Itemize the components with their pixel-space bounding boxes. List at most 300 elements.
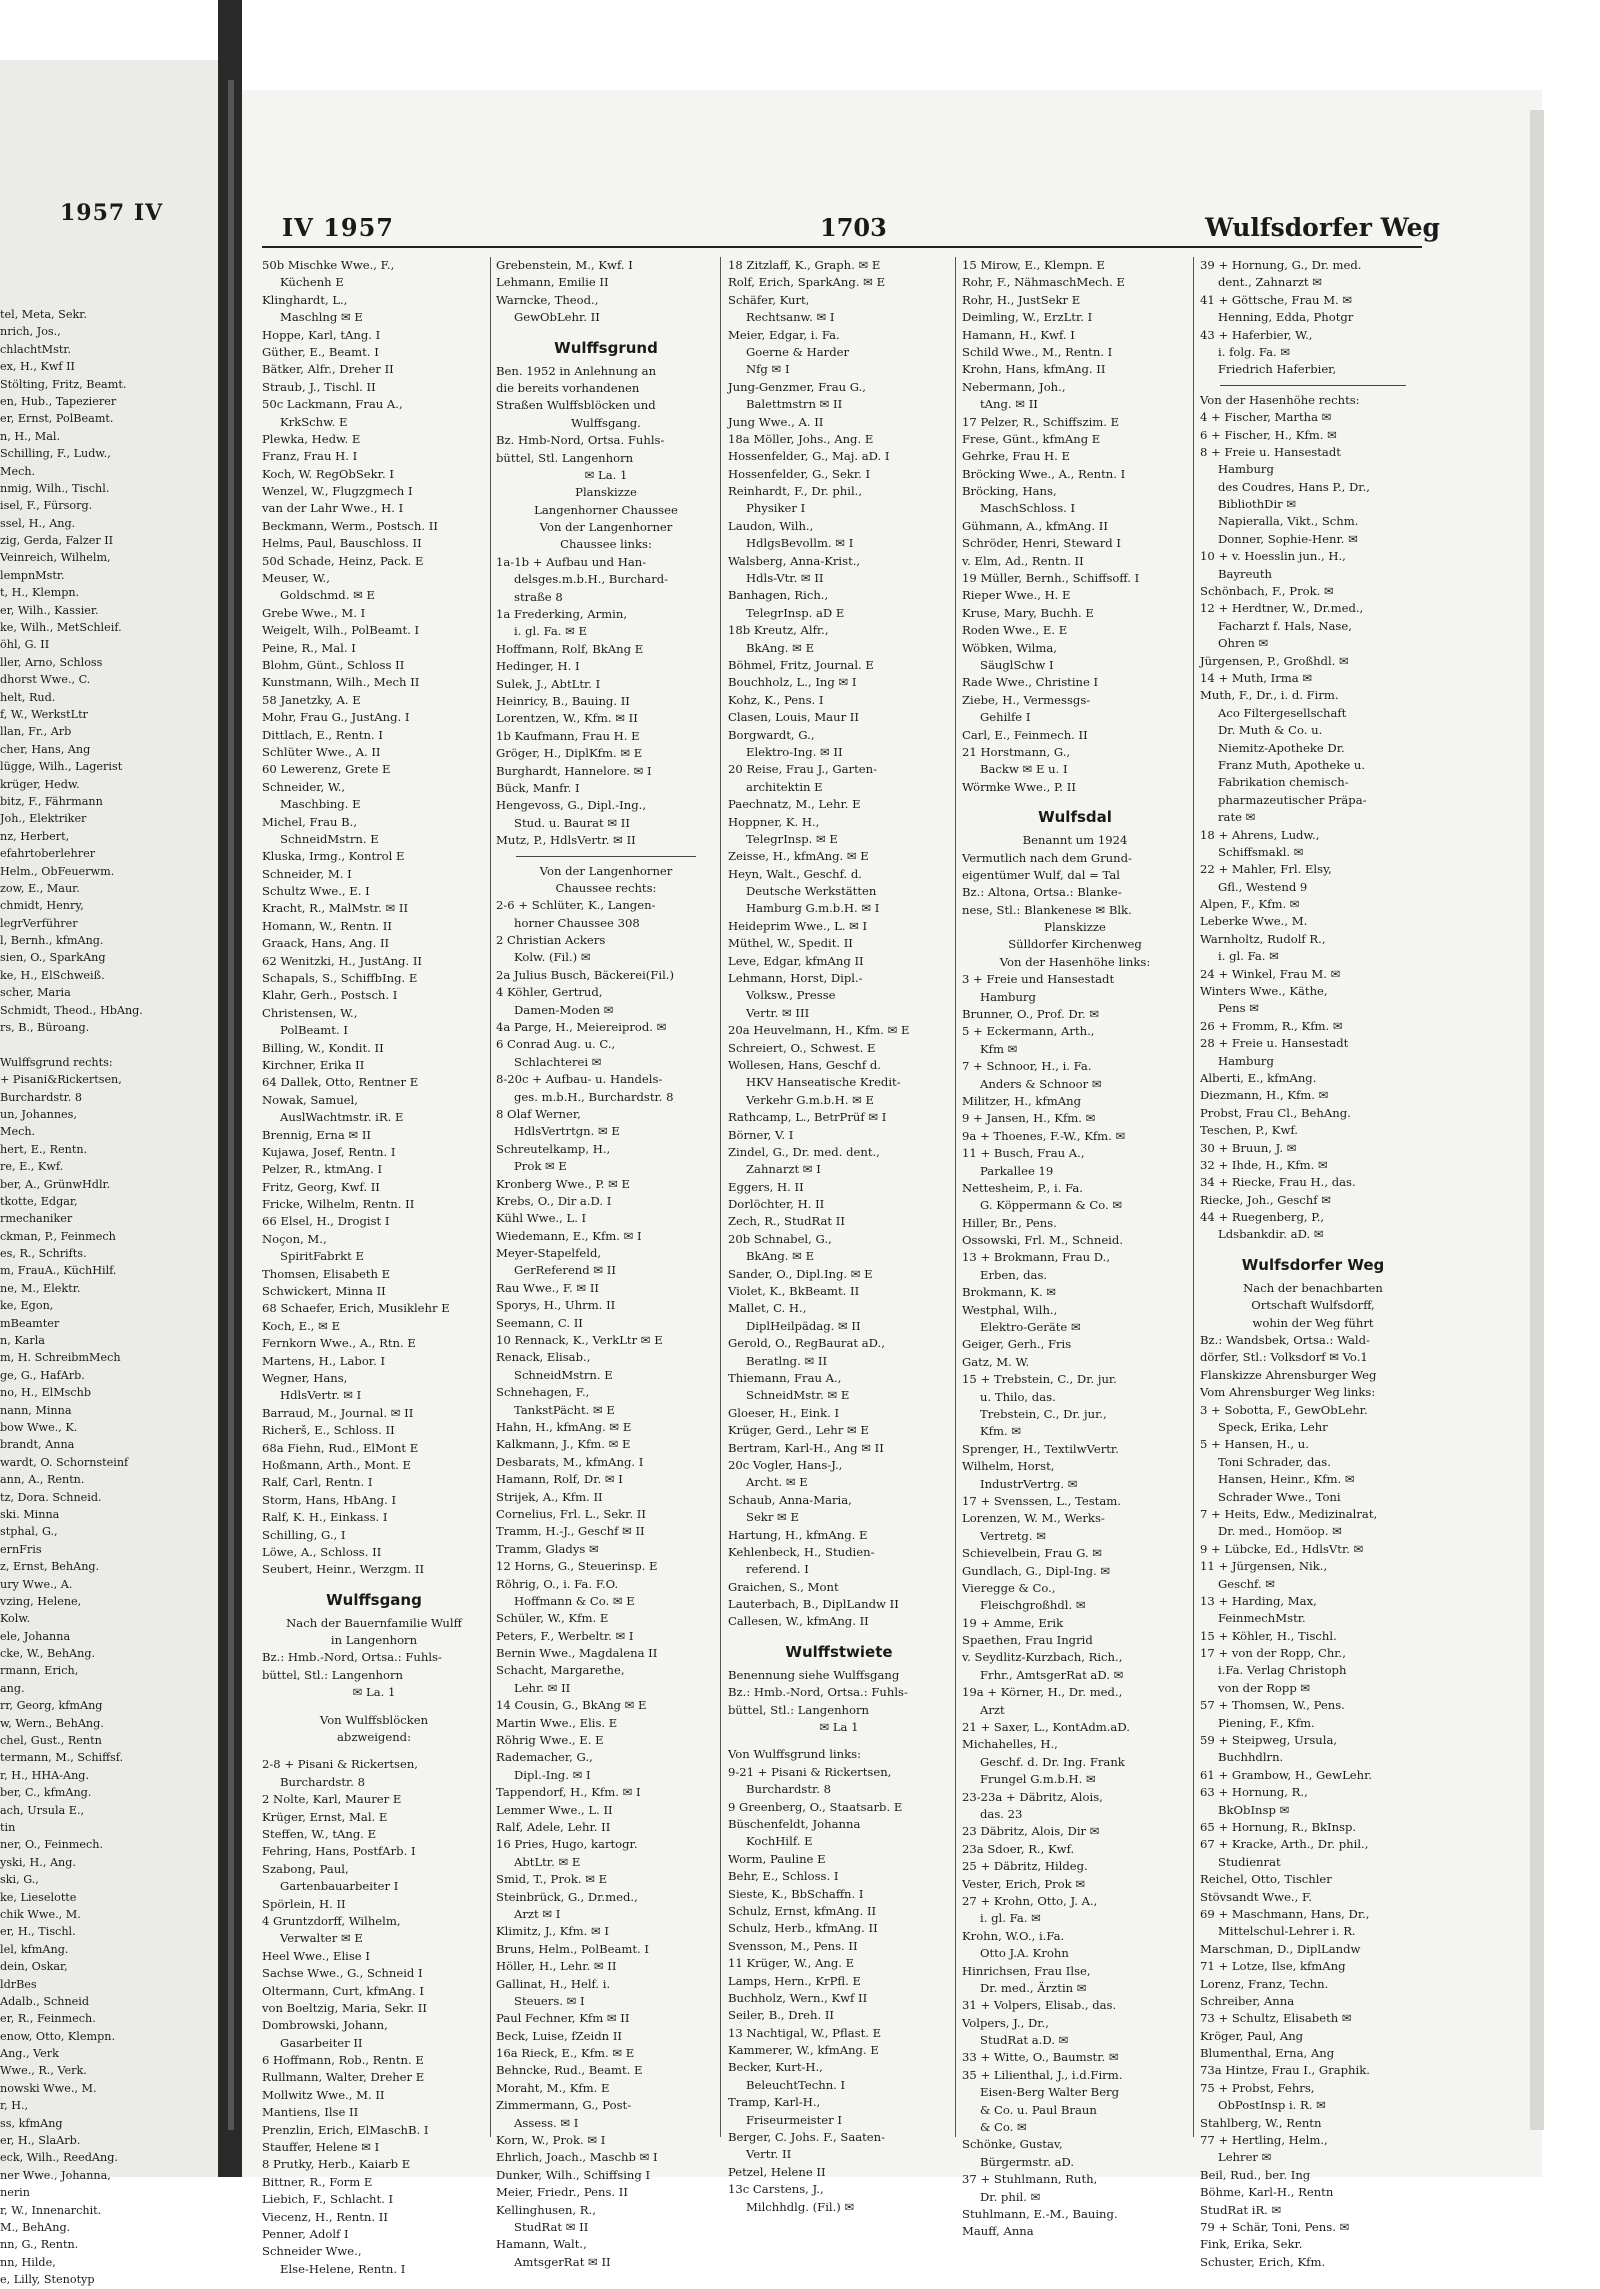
directory-entry: 23 Däbritz, Alois, Dir ✉ [962,1824,1100,1839]
directory-entry: des Coudres, Hans P., Dr., [1218,479,1370,494]
directory-entry: Balettmstrn ✉ II [746,397,843,412]
spacer [262,1746,486,1756]
directory-entry: Meuser, W., [262,571,330,586]
directory-entry: Schnehagen, F., [496,1385,590,1400]
directory-entry: 5 + Hansen, H., u. [1200,1437,1309,1452]
directory-entry: Kröger, Paul, Ang [1200,2028,1304,2043]
street-note: Nach der Bauernfamilie Wulff [286,1615,462,1630]
directory-entry: 58 Janetzky, A. E [262,692,361,707]
left-page-entry: re, E., Kwf. [0,1160,64,1174]
directory-entry: 34 + Riecke, Frau H., das. [1200,1175,1356,1190]
directory-entry: Niemitz-Apotheke Dr. [1218,740,1345,755]
directory-entry: u. Thilo, das. [980,1389,1056,1404]
left-page-entry: ke, Wilh., MetSchleif. [0,621,122,635]
left-page-entry: ury Wwe., A. [0,1577,73,1591]
left-page-entry: vzing, Helene, [0,1594,82,1608]
left-page-entry: brandt, Anna [0,1438,75,1452]
directory-entry: Wiedemann, E., Kfm. ✉ I [496,1228,642,1243]
street-note: Wulffsgang. [571,415,641,430]
directory-entry: Vermutlich nach dem Grund- [962,850,1132,865]
directory-entry: TankstPächt. ✉ E [514,1402,615,1417]
directory-entry: nese, Stl.: Blankenese ✉ Blk. [962,902,1132,917]
directory-entry: Büschenfeldt, Johanna [728,1816,861,1831]
directory-entry: 12 Horns, G., Steuerinsp. E [496,1559,658,1574]
left-page-entry: ski, G., [0,1873,39,1887]
directory-entry: Martens, H., Labor. I [262,1353,386,1368]
directory-entry: AbtLtr. ✉ E [514,1854,581,1869]
directory-entry: Schwickert, Minna II [262,1284,386,1299]
directory-entry: 11 + Busch, Frau A., [962,1146,1085,1161]
directory-entry: Kühl Wwe., L. I [496,1211,587,1226]
directory-entry: Napieralla, Vikt., Schm. [1218,514,1359,529]
directory-entry: 2-8 + Pisani & Rickertsen, [262,1757,418,1772]
left-page-entry: hert, E., Rentn. [0,1142,88,1156]
directory-entry: Güther, E., Beamt. I [262,344,379,359]
directory-entry: HdlsVertrtgn. ✉ E [514,1124,620,1139]
left-page-entry: Mech. [0,1125,36,1139]
directory-entry: Berger, C. Johs. F., Saaten- [728,2130,886,2145]
street-heading: Wulffsgang [326,1590,422,1609]
directory-entry: Erben, das. [980,1267,1048,1282]
directory-entry: Grebenstein, M., Kwf. I [496,258,633,272]
left-page-entry: ach, Ursula E., [0,1803,85,1817]
directory-entry: Dittlach, E., Rentn. I [262,727,383,742]
left-page-entry: Helm., ObFeuerwm. [0,864,115,878]
directory-entry: Aco Filtergesellschaft [1218,705,1347,720]
directory-entry: Gerold, O., RegBaurat aD., [728,1336,885,1351]
directory-entry: 18 Zitzlaff, K., Graph. ✉ E [728,258,881,272]
directory-entry: Teschen, P., Kwf. [1200,1123,1298,1138]
directory-entry: Hamann, H., Kwf. I [962,327,1075,342]
left-page-entry: er, H., SlaArb. [0,2134,81,2148]
directory-entry: Wenzel, W., Flugzgmech I [262,484,413,499]
directory-entry: Cornelius, Frl. L., Sekr. II [496,1506,646,1521]
directory-entry: Fritz, Georg, Kwf. II [262,1179,380,1194]
directory-entry: Warnholtz, Rudolf R., [1200,931,1326,946]
directory-entry: i. gl. Fa. ✉ [980,1911,1041,1926]
directory-entry: IndustrVertrg. ✉ [980,1476,1078,1491]
left-page-entry: m, H. SchreibmMech [0,1351,121,1365]
left-page-entry: ssel, H., Ang. [0,516,76,530]
street-note: ✉ La 1 [819,1720,859,1735]
directory-entry: Winters Wwe., Käthe, [1200,984,1328,999]
directory-entry: Schuster, Erich, Kfm. [1200,2254,1326,2269]
directory-entry: Hamann, Rolf, Dr. ✉ I [496,1472,623,1487]
directory-entry: Szabong, Paul, [262,1861,349,1876]
directory-entry: Börner, V. I [728,1127,794,1142]
directory-entry: 68 Schaefer, Erich, Musiklehr E [262,1301,450,1316]
directory-entry: Hahn, H., kfmAng. ✉ E [496,1420,632,1434]
directory-entry: Pelzer, R., ktmAng. I [262,1162,383,1177]
directory-entry: Graack, Hans, Ang. II [262,936,390,951]
directory-entry: Volpers, J., Dr., [962,2015,1049,2030]
directory-entry: die bereits vorhandenen [496,380,640,395]
directory-entry: 24 + Winkel, Frau M. ✉ [1200,966,1341,981]
directory-entry: HdlgsBevollm. ✉ I [746,536,854,551]
left-page-entry: ang. [0,1681,25,1695]
directory-entry: von Boeltzig, Maria, Sekr. II [262,2000,427,2015]
directory-entry: dent., Zahnarzt ✉ [1218,275,1322,290]
directory-entry: Schüler, W., Kfm. E [496,1611,609,1626]
left-page-entry: chik Wwe., M. [0,1907,81,1921]
directory-entry: Burchardstr. 8 [746,1782,831,1797]
directory-entry: TelegrInsp. aD E [746,605,845,620]
directory-entry: Franz Muth, Apotheke u. [1218,757,1366,772]
directory-entry: Marschman, D., DiplLandw [1200,1941,1361,1956]
left-page-entry: dein, Oskar, [0,1960,68,1974]
directory-entry: Sachse Wwe., G., Schneid I [262,1966,423,1981]
directory-entry: Hengevoss, G., Dipl.-Ing., [496,798,646,813]
left-page-entry: er, Wilh., Kassier. [0,603,99,617]
directory-entry: 13c Carstens, J., [728,2182,824,2197]
directory-entry: Hartung, H., kfmAng. E [728,1527,868,1542]
directory-entry: 17 + Svenssen, L., Testam. [962,1493,1121,1508]
left-page-entry: bitz, F., Fährmann [0,794,103,808]
directory-entry: Ldsbankdir. aD. ✉ [1218,1227,1324,1242]
street-note: Von der Hasenhöhe links: [999,954,1151,969]
directory-entry: i.Fa. Verlag Christoph [1218,1663,1347,1678]
directory-entry: Burghardt, Hannelore. ✉ I [496,763,652,778]
directory-entry: Gartenbauarbeiter I [280,1879,399,1894]
directory-entry: 1a Frederking, Armin, [496,607,628,622]
directory-entry: KrkSchw. E [280,414,348,429]
directory-entry: Flanskizze Ahrensburger Weg [1200,1367,1377,1382]
directory-entry: Warncke, Theod., [496,292,599,307]
directory-entry: Bröcking Wwe., A., Rentn. I [962,466,1126,481]
street-heading: Wulfsdorfer Weg [1241,1255,1385,1274]
left-page-entry: er, H., Tischl. [0,1925,76,1939]
directory-entry: Militzer, H., kfmAng [962,1093,1081,1108]
directory-entry: 62 Wenitzki, H., JustAng. II [262,953,422,968]
directory-entry: pharmazeutischer Präpa- [1218,792,1367,807]
directory-entry: Physiker I [746,501,806,516]
directory-entry: 9 + Lübcke, Ed., HdlsVtr. ✉ [1200,1541,1364,1556]
directory-entry: Wöbken, Wilma, [962,640,1057,655]
directory-entry: 43 + Haferbier, W., [1200,327,1313,342]
left-page-entry: nerin [0,2186,30,2200]
directory-entry: 73 + Schultz, Elisabeth ✉ [1200,2011,1352,2026]
street-note: in Langenhorn [330,1633,418,1648]
left-page-entry: t, H., Klempn. [0,586,80,600]
directory-entry: Leve, Edgar, kfmAng II [728,953,864,968]
directory-entry: 73a Hintze, Frau I., Graphik. [1200,2063,1370,2078]
left-page-entry: rr, Georg, kfmAng [0,1699,103,1713]
directory-entry: Schultz Wwe., E. I [262,884,370,899]
directory-entry: Lehmann, Emilie II [496,275,609,290]
directory-entry: Meyer-Stapelfeld, [496,1246,602,1261]
directory-entry: Rohr, F., NähmaschMech. E [962,275,1125,290]
left-page-entry: + Pisani&Rickertsen, [0,1073,122,1087]
directory-entry: Schreutelkamp, H., [496,1141,611,1156]
directory-entry: Schäfer, Kurt, [728,292,810,307]
directory-entry: Schönbach, F., Prok. ✉ [1200,584,1334,599]
directory-entry: Bürgermstr. aD. [980,2154,1075,2169]
directory-entry: 13 + Brokmann, Frau D., [962,1250,1111,1265]
left-page-entry: ber, C., kfmAng. [0,1786,92,1800]
directory-entry: 69 + Maschmann, Hans, Dr., [1200,1906,1370,1921]
directory-entry: Goerne & Harder [746,344,850,359]
directory-entry: Gasarbeiter II [280,2035,363,2050]
directory-entry: 4 Gruntzdorff, Wilhelm, [262,1913,401,1928]
directory-entry: Alpen, F., Kfm. ✉ [1200,897,1300,912]
directory-entry: Rieper Wwe., H. E [962,588,1071,603]
directory-entry: Wörmke Wwe., P. II [962,779,1076,794]
directory-entry: Hiller, Br., Pens. [962,1215,1057,1230]
directory-entry: Schiffsmakl. ✉ [1218,844,1304,859]
directory-entry: Sander, O., Dipl.Ing. ✉ E [728,1266,873,1281]
left-page-entry [0,1036,160,1053]
directory-entry: Probst, Frau Cl., BehAng. [1200,1105,1351,1120]
directory-entry: 9 + Jansen, H., Kfm. ✉ [962,1111,1096,1126]
directory-entry: StudRat a.D. ✉ [980,2033,1069,2048]
directory-entry: Koch, W. RegObSekr. I [262,466,394,481]
street-note: Langenhorner Chaussee [534,502,678,517]
left-page-entry: helt, Rud. [0,690,56,704]
directory-entry: Bz. Hmb-Nord, Ortsa. Fuhls- [496,433,665,448]
directory-entry: Meier, Edgar, i. Fa. [728,327,840,342]
directory-entry: 20 Reise, Frau J., Garten- [728,762,877,777]
directory-entry: referend. I [746,1562,809,1577]
directory-entry: 66 Elsel, H., Drogist I [262,1214,390,1229]
directory-entry: eigentümer Wulf, dal = Tal [962,867,1120,882]
directory-entry: Sekr ✉ E [746,1510,799,1525]
directory-entry: v. Elm, Ad., Rentn. II [962,553,1084,568]
directory-entry: 19a + Körner, H., Dr. med., [962,1685,1123,1700]
directory-entry: FeinmechMstr. [1218,1611,1306,1626]
left-page-entry: Veinreich, Wilhelm, [0,551,111,565]
directory-entry: Lorentzen, W., Kfm. ✉ II [496,711,638,726]
directory-entry: Buchhdlrn. [1218,1750,1284,1765]
directory-entry: Dr. med., Ärztin ✉ [980,1980,1087,1995]
directory-entry: Deutsche Werkstätten [746,884,877,899]
directory-entry: 15 Mirow, E., Klempn. E [962,258,1105,272]
directory-entry: Beckmann, Werm., Postsch. II [262,518,438,533]
header-rule [262,246,1422,248]
directory-entry: Ehrlich, Joach., Maschb ✉ I [496,2150,658,2165]
directory-entry: 20c Vogler, Hans-J., [728,1457,843,1472]
directory-entry: Paul Fechner, Kfm ✉ II [496,2011,630,2026]
directory-entry: DiplHeilpädag. ✉ II [746,1318,861,1333]
left-page [0,60,218,2287]
directory-entry: Fernkorn Wwe., A., Rtn. E [262,1336,416,1351]
directory-entry: Paechnatz, M., Lehr. E [728,797,861,812]
directory-entry: Frhr., AmtsgerRat aD. ✉ [980,1667,1124,1682]
directory-entry: SchneidMstrn. E [514,1367,613,1382]
directory-entry: 44 + Ruegenberg, P., [1200,1210,1325,1225]
directory-entry: 1b Kaufmann, Frau H. E [496,728,640,743]
left-page-entry: rmechaniker [0,1212,73,1226]
directory-entry: Else-Helene, Rentn. I [280,2261,406,2276]
directory-entry: Nettesheim, P., i. Fa. [962,1180,1083,1195]
left-page-entry: ke, H., ElSchweiß. [0,968,105,982]
left-page-entry: tin [0,1820,16,1834]
directory-entry: Brunner, O., Prof. Dr. ✉ [962,1007,1100,1022]
directory-entry: Rolf, Erich, SparkAng. ✉ E [728,275,886,290]
directory-entry: Beck, Luise, fZeidn II [496,2028,622,2043]
directory-entry: 26 + Fromm, R., Kfm. ✉ [1200,1018,1343,1033]
directory-entry: Facharzt f. Hals, Nase, [1218,618,1352,633]
directory-entry: 20b Schnabel, G., [728,1231,832,1246]
left-page-entry: e, Lilly, Stenotyp [0,2273,95,2287]
directory-entry: Clasen, Louis, Maur II [728,710,859,725]
directory-entry: das. 23 [980,1806,1023,1821]
directory-entry: 50b Mischke Wwe., F., [262,258,395,272]
left-page-entry: efahrtoberlehrer [0,847,96,861]
left-page-entry: ner Wwe., Johanna, [0,2168,111,2182]
directory-entry: Sulek, J., AbtLtr. I [496,676,601,691]
directory-entry: 21 + Saxer, L., KontAdm.aD. [962,1720,1130,1735]
page-header-volume: IV 1957 [282,213,394,242]
directory-entry: Otto J.A. Krohn [980,1946,1069,1961]
directory-entry: Gundlach, G., Dipl-Ing. ✉ [962,1563,1111,1578]
street-note: Sülldorfer Kirchenweg [1008,937,1142,952]
directory-entry: Rathcamp, L., BetrPrüf ✉ I [728,1110,887,1125]
left-page-entry: ldrBes [0,1977,37,1991]
directory-entry: Roden Wwe., E. E [962,623,1068,638]
directory-entry: StudRat iR. ✉ [1200,2202,1282,2217]
directory-entry: Piening, F., Kfm. [1218,1715,1315,1730]
directory-entry: Lemmer Wwe., L. II [496,1802,613,1817]
directory-entry: 61 + Grambow, H., GewLehr. [1200,1767,1373,1782]
directory-entry: 39 + Hornung, G., Dr. med. [1200,258,1362,272]
directory-entry: Zimmermann, G., Post- [496,2098,632,2113]
directory-column-1 [262,257,486,2278]
left-page-entry: lügge, Wilh., Lagerist [0,760,123,774]
directory-entry: Maschbing. E [280,797,361,812]
directory-entry: Studienrat [1218,1854,1281,1869]
directory-entry: Bätker, Alfr., Dreher II [262,362,394,377]
directory-entry: GewObLehr. II [514,310,600,325]
directory-entry: Hossenfelder, G., Sekr. I [728,466,871,481]
directory-entry: Hoppner, K. H., [728,814,820,829]
directory-entry: Michel, Frau B., [262,814,358,829]
directory-entry: Worm, Pauline E [728,1851,826,1866]
directory-entry: Schreiber, Anna [1200,1993,1295,2008]
directory-entry: HdlsVertr. ✉ I [280,1388,362,1403]
directory-entry: Mittelschul-Lehrer i. R. [1218,1924,1356,1939]
directory-entry: 4 Köhler, Gertrud, [496,985,603,1000]
directory-entry: Tappendorf, H., Kfm. ✉ I [496,1785,641,1800]
left-page-entry: n, H., Mal. [0,429,61,443]
left-page-entry: tel, Meta, Sekr. [0,308,87,321]
directory-entry: Zahnarzt ✉ I [746,1162,821,1177]
left-page-entry: Wulffsgrund rechts: [0,1055,113,1069]
left-page-entry: en, Hub., Tapezierer [0,394,117,408]
directory-entry: von der Ropp ✉ [1218,1680,1311,1695]
directory-entry: Schild Wwe., M., Rentn. I [962,344,1113,359]
directory-entry: Klimitz, J., Kfm. ✉ I [496,1924,610,1939]
directory-entry: Steinbrück, G., Dr.med., [496,1889,638,1904]
directory-entry: Burchardstr. 8 [280,1774,365,1789]
directory-entry: Eggers, H. II [728,1179,804,1194]
directory-entry: Vom Ahrensburger Weg links: [1200,1385,1376,1400]
directory-entry: 50d Schade, Heinz, Pack. E [262,553,424,568]
directory-entry: horner Chaussee 308 [514,915,640,930]
directory-entry: Hamann, Walt., [496,2237,587,2252]
left-page-entry: m, FrauA., KüchHilf. [0,1264,117,1278]
directory-entry: Richerš, E., Schloss. II [262,1423,395,1438]
directory-entry: Bz.: Altona, Ortsa.: Blanke- [962,885,1122,900]
left-page-entry: öhl, G. II [0,638,50,652]
directory-entry: 3 + Sobotta, F., GewObLehr. [1200,1402,1368,1417]
directory-entry: Ben. 1952 in Anlehnung an [496,363,657,378]
directory-entry: Kfm. ✉ [980,1424,1022,1439]
directory-entry: Nowak, Samuel, [262,1092,358,1107]
directory-entry: Elektro-Geräte ✉ [980,1320,1081,1335]
left-page-entry: cher, Hans, Ang [0,742,91,756]
left-page-entry: wardt, O. Schornsteinf [0,1455,129,1469]
directory-entry: Vieregge & Co., [962,1580,1056,1595]
left-page-entry: ne, M., Elektr. [0,1281,81,1295]
directory-entry: Schneider, M. I [262,866,352,881]
directory-entry: Hoßmann, Arth., Mont. E [262,1457,411,1472]
left-page-entry: tz, Dora. Schneid. [0,1490,102,1504]
directory-entry: Archt. ✉ E [746,1475,808,1490]
left-page-entry: no, H., ElMschb [0,1386,92,1400]
directory-entry: delsges.m.b.H., Burchard- [514,572,669,587]
directory-entry: Kehlenbeck, H., Studien- [728,1544,875,1559]
directory-entry: Schröder, Henri, Steward I [962,536,1121,551]
page-header-street: Wulfsdorfer Weg [1205,213,1440,242]
directory-entry: Schreiert, O., Schwest. E [728,1040,876,1055]
directory-entry: Wollesen, Hans, Geschf d. [728,1057,881,1072]
directory-entry: HKV Hanseatische Kredit- [746,1075,901,1090]
street-heading: Wulffsgrund [554,338,658,357]
directory-entry: Klahr, Gerh., Postsch. I [262,988,398,1003]
directory-entry: Henning, Edda, Photgr [1218,310,1354,325]
directory-entry: Zech, R., StudRat II [728,1214,845,1229]
directory-entry: Ralf, K. H., Einkass. I [262,1510,388,1525]
left-page-entry: ckman, P., Feinmech [0,1229,116,1243]
left-page-entry: ss, kfmAng [0,2116,63,2130]
directory-entry: Lorenzen, W. M., Werks- [962,1511,1105,1526]
directory-entry: Maschlng ✉ E [280,310,363,325]
left-page-entry: Joh., Elektriker [0,812,87,826]
left-page-entry: lel, kfmAng. [0,1942,69,1956]
directory-entry: 11 + Jürgensen, Nik., [1200,1559,1328,1574]
left-page-entry: krüger, Hedw. [0,777,80,791]
directory-entry: Spörlein, H. II [262,1896,346,1911]
directory-entry: Ohren ✉ [1218,636,1269,651]
directory-entry: Schulz, Herb., kfmAng. II [728,1921,878,1936]
directory-entry: Riecke, Joh., Geschf ✉ [1200,1192,1331,1207]
directory-entry: Krohn, W.O., i.Fa. [962,1928,1065,1943]
page-number: 1703 [820,213,887,242]
left-page-entry: eck, Wilh., ReedAng. [0,2151,118,2165]
left-page-column [0,306,160,2289]
directory-entry: Kronberg Wwe., P. ✉ E [496,1176,631,1191]
directory-entry: Seiler, B., Dreh. II [728,2008,834,2023]
directory-entry: Hdls-Vtr. ✉ II [746,571,824,586]
directory-entry: Leberke Wwe., M. [1200,914,1308,929]
directory-entry: Toni Schrader, das. [1218,1454,1331,1469]
street-note: ✉ La. 1 [584,467,628,482]
directory-entry: Schievelbein, Frau G. ✉ [962,1546,1103,1561]
directory-entry: Callesen, W., kfmAng. II [728,1614,869,1629]
directory-entry: Reinhardt, F., Dr. phil., [728,484,863,499]
left-page-entry: nowski Wwe., M. [0,2081,97,2095]
directory-entry: BkAng. ✉ E [746,640,815,655]
left-page-entry: dhorst Wwe., C. [0,673,91,687]
left-page-header: 1957 IV [60,200,164,226]
directory-entry: Krüger, Ernst, Mal. E [262,1809,388,1824]
directory-entry: Damen-Moden ✉ [514,1002,614,1017]
directory-entry: 33 + Witte, O., Baumstr. ✉ [962,2050,1119,2065]
directory-entry: Hossenfelder, G., Maj. aD. I [728,449,890,464]
left-page-entry: yski, H., Ang. [0,1855,76,1869]
street-heading: Wulffstwiete [785,1642,893,1661]
column-divider [955,257,956,2137]
